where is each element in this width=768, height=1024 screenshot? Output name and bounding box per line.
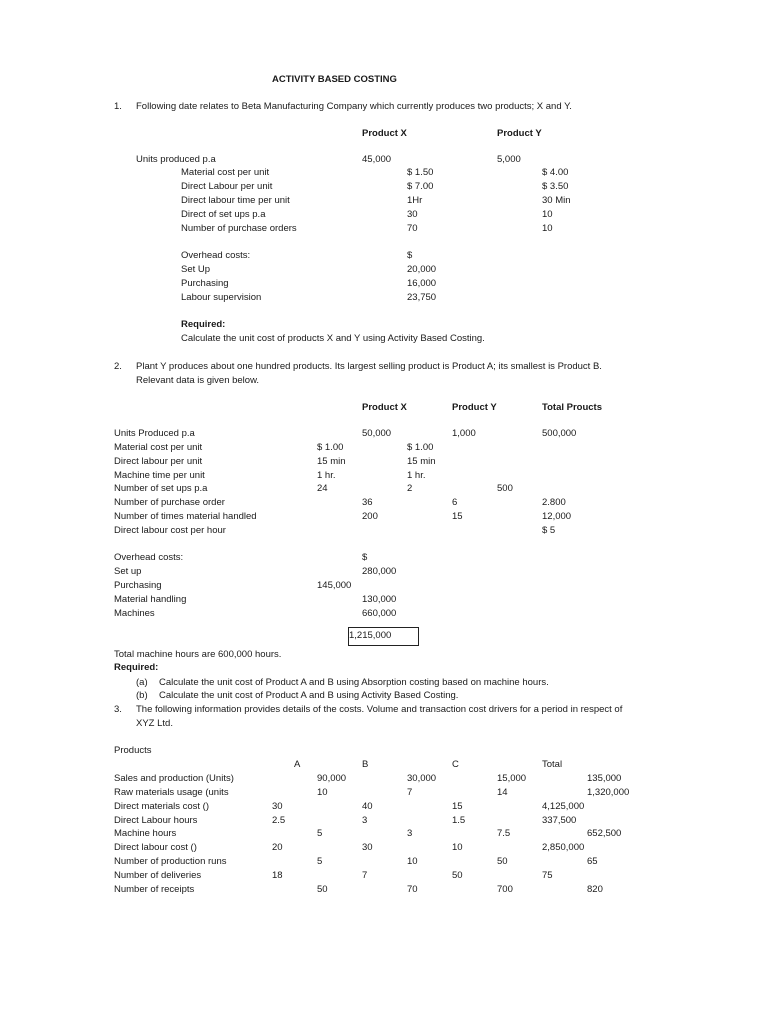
q1-required-text: Calculate the unit cost of products X and Y using Activity Based Costing. [181,333,485,344]
q3-cell: 10 [317,787,328,798]
q1-number: 1. [114,101,122,112]
q3-cell: 15,000 [497,773,527,784]
q1-required-label: Required: [181,319,226,330]
q1-row-y: $ 4.00 [542,167,569,178]
q1-units-label: Units produced p.a [136,154,216,165]
q1-row-label: Direct Labour per unit [181,181,273,192]
q1-overhead-value: 16,000 [407,278,437,289]
q1-row-x: $ 7.00 [407,181,434,192]
q1-row-y: 10 [542,209,553,220]
q1-overhead-label: Overhead costs: [181,250,251,261]
q2-overhead-item: Machines [114,608,155,619]
q3-cell: 15 [452,801,463,812]
page-title: ACTIVITY BASED COSTING [272,74,397,85]
q3-cell: 2,850,000 [542,842,585,853]
q2-row-value: 6 [452,497,458,508]
q3-row-label: Direct labour cost () [114,842,197,853]
q3-col-a: A [294,759,301,770]
q3-cell: 337,500 [542,815,577,826]
q2-row-value: 24 [317,483,328,494]
q3-col-c: C [452,759,459,770]
q3-cell: 7 [362,870,368,881]
q3-products-label: Products [114,745,152,756]
q2-row-value: 15 min [317,456,346,467]
q2-col-product-y: Product Y [452,402,497,413]
q3-cell: 30 [362,842,373,853]
q2-units-label: Units Produced p.a [114,428,195,439]
q2-overhead-item: Material handling [114,594,187,605]
q3-cell: 4,125,000 [542,801,585,812]
q2-row-value: 200 [362,511,378,522]
q3-cell: 75 [542,870,553,881]
q3-cell: 40 [362,801,373,812]
q3-row-label: Sales and production (Units) [114,773,234,784]
q2-row-value: 1 hr. [317,470,336,481]
q2-machine-hours-note: Total machine hours are 600,000 hours. [114,649,282,660]
q3-cell: 14 [497,787,508,798]
q3-cell: 20 [272,842,283,853]
q3-cell: 3 [407,828,413,839]
q1-col-product-y: Product Y [497,128,542,139]
q2-total-box [348,627,419,646]
q3-cell: 7.5 [497,828,511,839]
q3-cell: 1.5 [452,815,466,826]
q2-req-b-tag: (b) [136,690,148,701]
q2-row-value: 15 [452,511,463,522]
q3-row-label: Machine hours [114,828,177,839]
q3-row-label: Number of deliveries [114,870,202,881]
q1-row-label: Direct of set ups p.a [181,209,266,220]
q3-row-label: Number of receipts [114,884,195,895]
q2-overhead-value: 280,000 [362,566,397,577]
q3-cell: 50 [497,856,508,867]
q3-cell: 18 [272,870,283,881]
q3-cell: 700 [497,884,513,895]
q3-intro-line2: XYZ Ltd. [136,718,173,729]
q3-row-label: Direct Labour hours [114,815,198,826]
q2-row-value: 500 [497,483,513,494]
q2-row-value: 1 hr. [407,470,426,481]
q1-units-y: 5,000 [497,154,521,165]
q2-req-a-tag: (a) [136,677,148,688]
q2-row-label: Number of set ups p.a [114,483,208,494]
q1-units-x: 45,000 [362,154,392,165]
q2-overhead-label: Overhead costs: [114,552,184,563]
q2-req-a-text: Calculate the unit cost of Product A and B using Absorption costing based on machine hours. [159,677,549,688]
q2-row-value: $ 1.00 [407,442,434,453]
q3-cell: 3 [362,815,368,826]
q3-intro-line1: The following information provides details of the costs. Volume and transaction cost drivers for a period in respect of [136,704,623,715]
q3-cell: 90,000 [317,773,347,784]
q1-row-x: 1Hr [407,195,423,206]
q1-row-label: Material cost per unit [181,167,270,178]
q3-cell: 1,320,000 [587,787,630,798]
q2-units-x: 50,000 [362,428,392,439]
q2-row-label: Machine time per unit [114,470,205,481]
q1-overhead-value: 23,750 [407,292,437,303]
q2-row-label: Direct labour cost per hour [114,525,226,536]
q1-overhead-item: Purchasing [181,278,229,289]
q2-row-value: 2.800 [542,497,566,508]
q2-overhead-item: Set up [114,566,142,577]
q3-cell: 70 [407,884,418,895]
q1-row-y: $ 3.50 [542,181,569,192]
q3-col-b: B [362,759,369,770]
q1-row-x: 70 [407,223,418,234]
q2-row-value: 2 [407,483,413,494]
q1-col-product-x: Product X [362,128,407,139]
q2-row-label: Number of purchase order [114,497,225,508]
q2-col-product-x: Product X [362,402,407,413]
q3-row-label: Direct materials cost () [114,801,210,812]
q2-intro-line1: Plant Y produces about one hundred products. Its largest selling product is Product A; its smallest is Product B. [136,361,602,372]
q3-row-label: Raw materials usage (units [114,787,229,798]
q2-overhead-value: 145,000 [317,580,352,591]
q2-req-b-text: Calculate the unit cost of Product A and B using Activity Based Costing. [159,690,459,701]
q1-overhead-value: 20,000 [407,264,437,275]
q2-overhead-unit: $ [362,552,368,563]
q2-overhead-value: 660,000 [362,608,397,619]
q2-row-value: $ 5 [542,525,556,536]
q3-cell: 5 [317,828,323,839]
q1-intro: Following date relates to Beta Manufacturing Company which currently produces two products; X and Y. [136,101,572,112]
q3-cell: 10 [452,842,463,853]
q1-overhead-item: Labour supervision [181,292,262,303]
q1-overhead-item: Set Up [181,264,211,275]
q3-row-label: Number of production runs [114,856,227,867]
q1-row-label: Direct labour time per unit [181,195,290,206]
q3-cell: 65 [587,856,598,867]
q3-cell: 30,000 [407,773,437,784]
q2-intro-line2: Relevant data is given below. [136,375,260,386]
q3-number: 3. [114,704,122,715]
q2-row-value: $ 1.00 [317,442,344,453]
q3-cell: 50 [317,884,328,895]
q1-row-y: 30 Min [542,195,571,206]
q2-units-y: 1,000 [452,428,476,439]
q3-col-total: Total [542,759,563,770]
q2-row-label: Number of times material handled [114,511,257,522]
q2-overhead-value: 130,000 [362,594,397,605]
q2-row-label: Direct labour per unit [114,456,203,467]
q2-required-label: Required: [114,662,159,673]
q3-cell: 5 [317,856,323,867]
q3-cell: 135,000 [587,773,622,784]
q3-cell: 2.5 [272,815,286,826]
q3-cell: 50 [452,870,463,881]
q2-row-value: 12,000 [542,511,572,522]
q3-cell: 30 [272,801,283,812]
q3-cell: 820 [587,884,603,895]
q2-units-total: 500,000 [542,428,577,439]
q1-row-x: 30 [407,209,418,220]
q3-cell: 10 [407,856,418,867]
q2-number: 2. [114,361,122,372]
q2-row-label: Material cost per unit [114,442,203,453]
q2-total-value: 1,215,000 [349,630,392,641]
q2-overhead-item: Purchasing [114,580,162,591]
q1-overhead-unit: $ [407,250,413,261]
q3-cell: 652,500 [587,828,622,839]
q2-row-value: 36 [362,497,373,508]
q2-row-value: 15 min [407,456,436,467]
q2-col-total-products: Total Proucts [542,402,602,413]
q3-cell: 7 [407,787,413,798]
q1-row-y: 10 [542,223,553,234]
q1-row-x: $ 1.50 [407,167,434,178]
q1-row-label: Number of purchase orders [181,223,297,234]
